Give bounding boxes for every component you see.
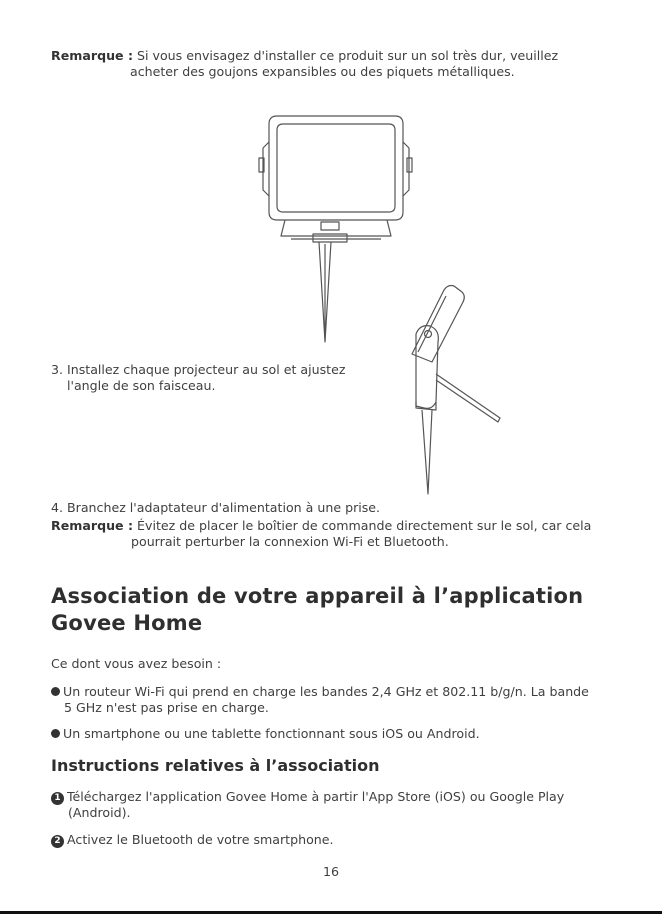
page-number: 16 [322, 864, 340, 879]
instruction-1-line-2: (Android). [68, 805, 131, 820]
bullet-icon [51, 729, 60, 738]
needs-item-2 [51, 726, 480, 742]
note-2-line-2: pourrait perturber la connexion Wi-Fi et Bluetooth. [131, 534, 449, 549]
section-heading-line-2: Govee Home [51, 611, 203, 635]
floodlight-side-illustration [392, 282, 507, 496]
needs-intro: Ce dont vous avez besoin : [51, 656, 222, 671]
needs-item-1 [51, 684, 589, 700]
floodlight-front-illustration [255, 112, 415, 344]
step-3-line-2: l'angle de son faisceau. [67, 378, 216, 393]
note-2-label: Remarque : [51, 518, 134, 533]
needs-item-1-text-1: Un routeur Wi-Fi qui prend en charge les bandes 2,4 GHz et 802.11 b/g/n. La bande [63, 684, 589, 699]
step-4: 4. Branchez l'adaptateur d'alimentation à une prise. [51, 500, 381, 515]
note-1-label: Remarque : [51, 48, 134, 63]
number-2-icon: 2 [51, 835, 64, 848]
note-1-line-2: acheter des goujons expansibles ou des piquets métalliques. [130, 64, 515, 79]
note-2-text-1: Évitez de placer le boîtier de commande directement sur le sol, car cela [137, 518, 592, 533]
note-1-line-1 [51, 48, 558, 64]
note-2-line-1 [51, 518, 591, 534]
section-heading-line-1: Association de votre appareil à l’application [51, 584, 584, 608]
instruction-1 [51, 789, 564, 806]
bullet-icon [51, 687, 60, 696]
instruction-2 [51, 832, 334, 849]
instruction-1-text-1: Téléchargez l'application Govee Home à partir l'App Store (iOS) ou Google Play [67, 789, 565, 804]
step-3-line-1: 3. Installez chaque projecteur au sol et ajustez [51, 362, 346, 377]
instructions-heading: Instructions relatives à l’association [51, 756, 380, 775]
needs-item-2-text: Un smartphone ou une tablette fonctionnant sous iOS ou Android. [63, 726, 480, 741]
number-1-icon: 1 [51, 792, 64, 805]
needs-item-1-line-2: 5 GHz n'est pas prise en charge. [64, 700, 269, 715]
instruction-2-text: Activez le Bluetooth de votre smartphone. [67, 832, 334, 847]
note-1-text-1: Si vous envisagez d'installer ce produit sur un sol très dur, veuillez [137, 48, 559, 63]
